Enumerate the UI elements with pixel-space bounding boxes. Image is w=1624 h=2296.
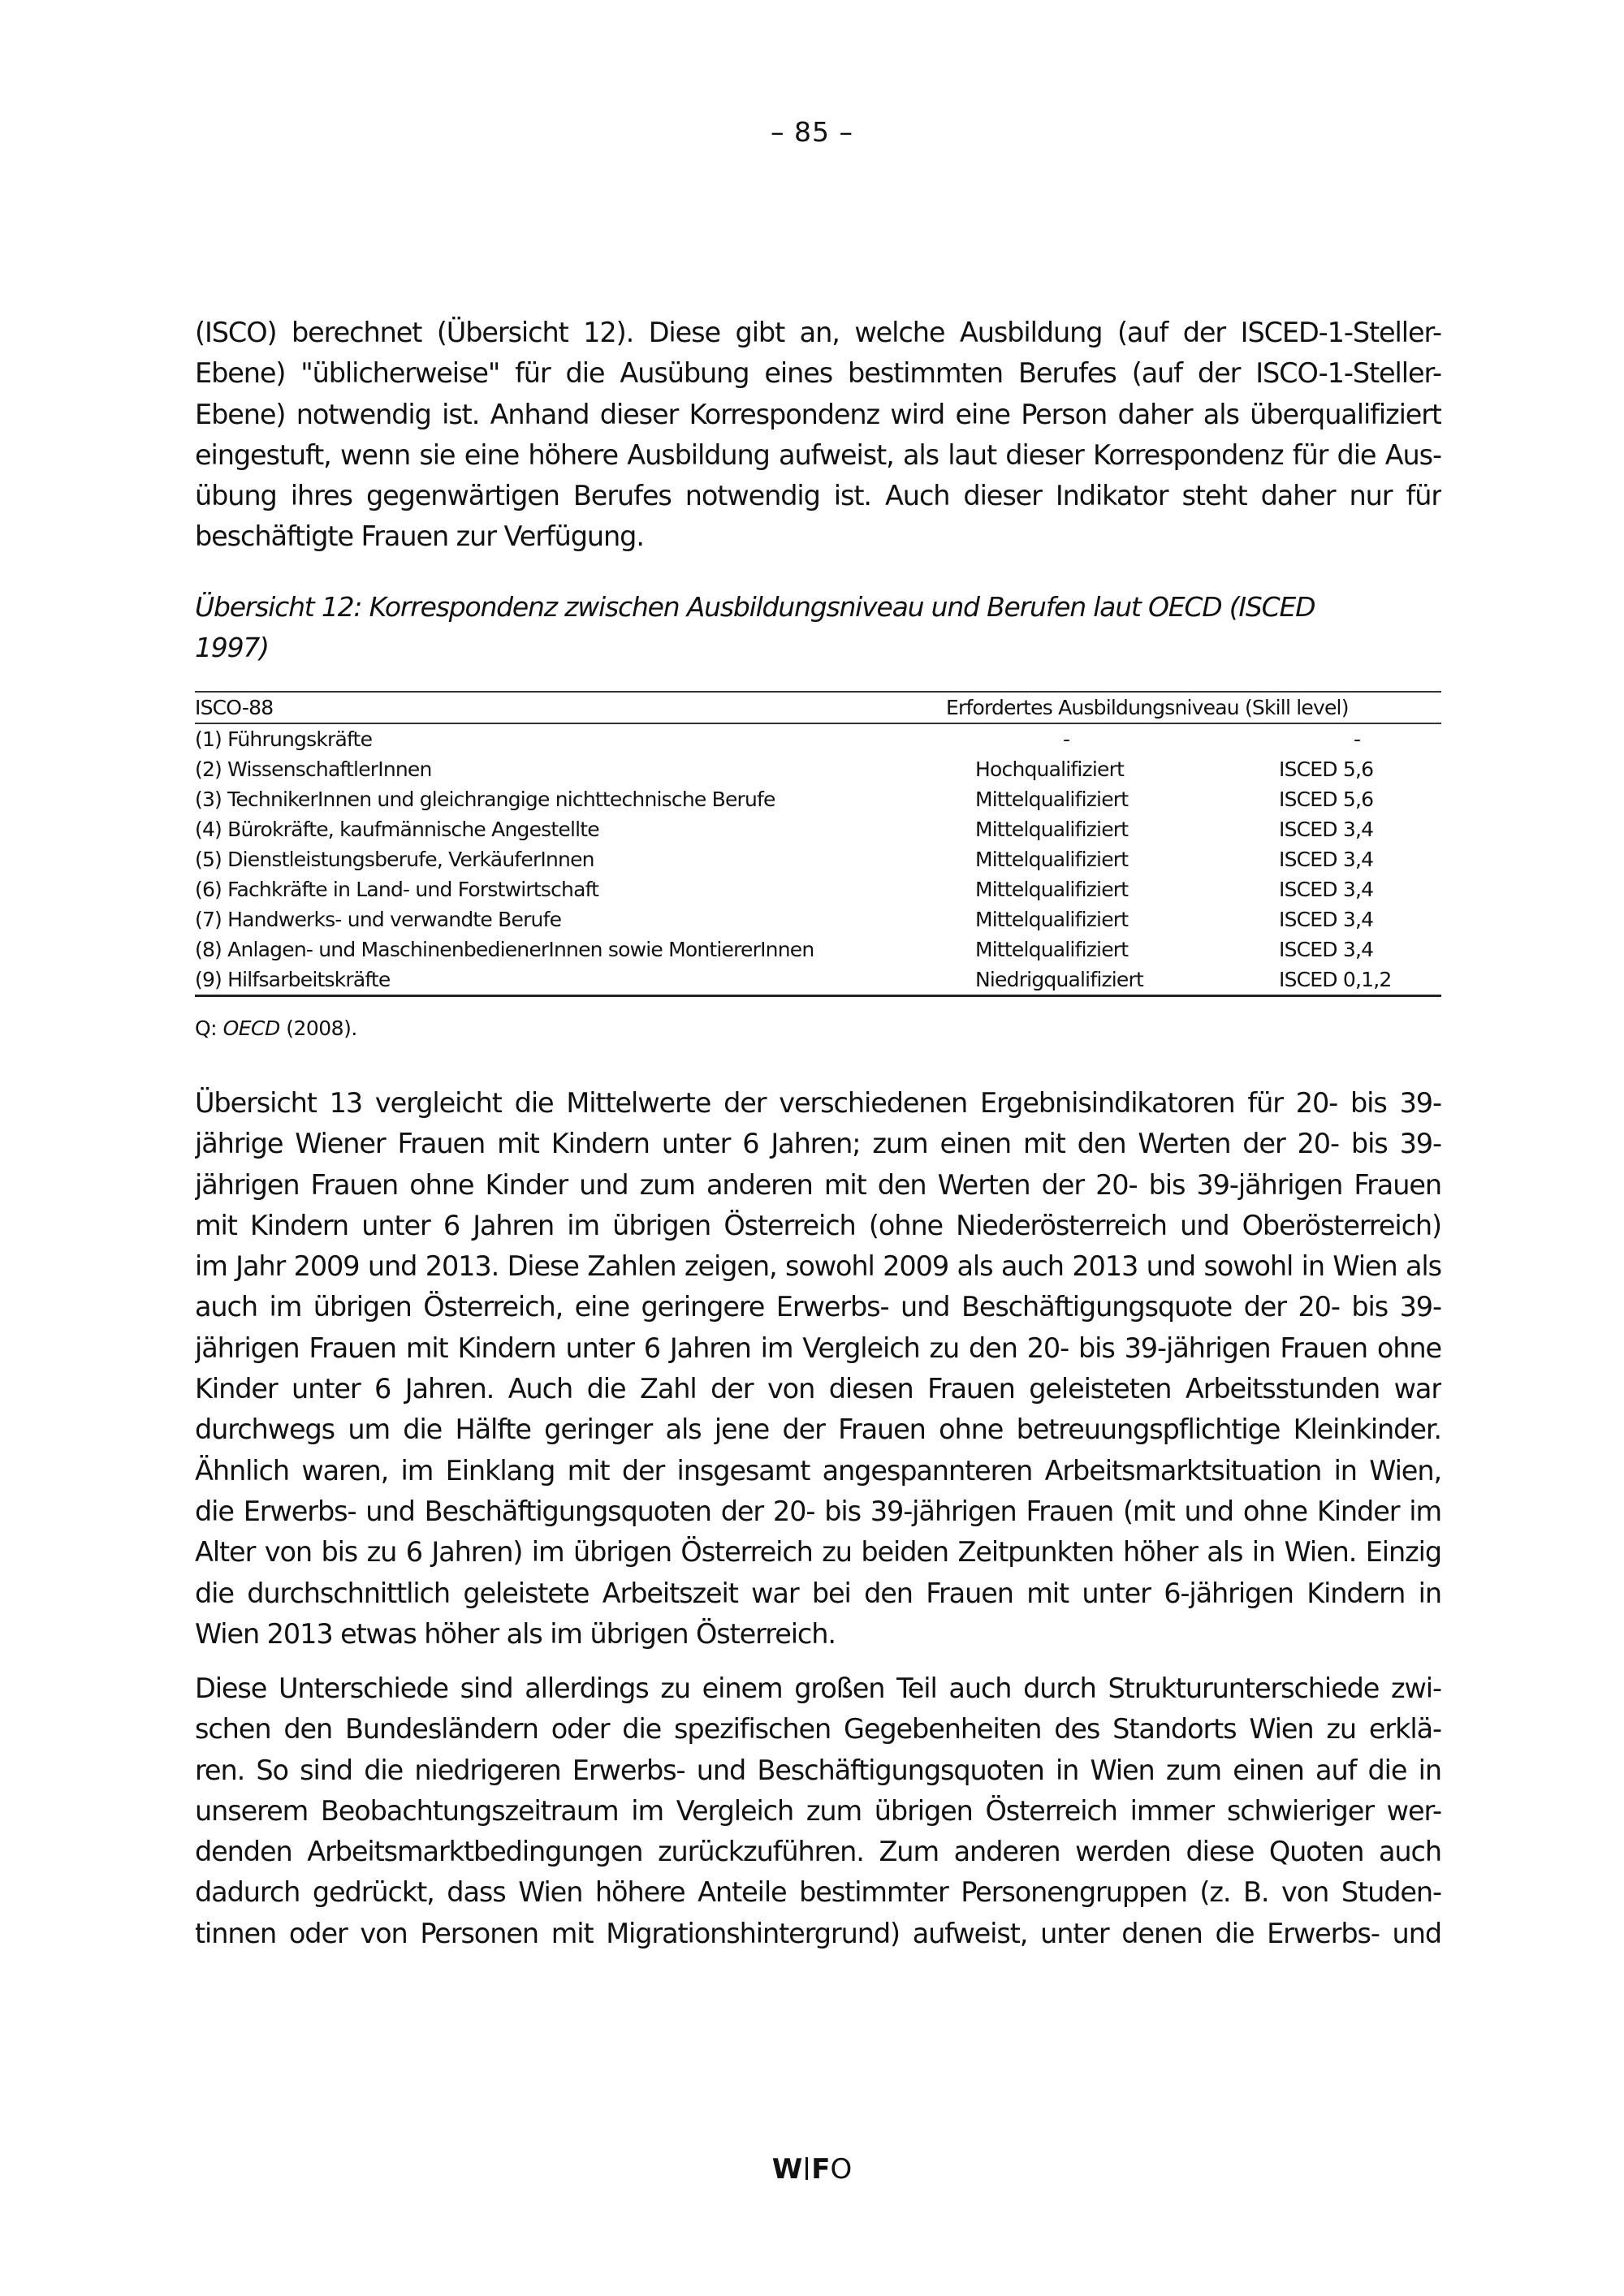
body-paragraph-2 [195,1083,1441,1655]
page-number: – 85 – [771,116,853,148]
logo-letter-w: W [771,2153,803,2186]
caption-line: Übersicht 12: Korrespondenz zwischen Ausbildungsniveau und Berufen laut OECD (ISCED [195,591,1315,623]
table-row [195,904,1441,934]
occupation-cell: (3) TechnikerInnen und gleichrangige nichttechnische Berufe [195,788,775,811]
paragraph-line: schen den Bundesländern oder die spezifischen Gegebenheiten des Standorts Wien zu erklä- [195,1713,1441,1746]
paragraph-line: im Jahr 2009 und 2013. Diese Zahlen zeigen, sowohl 2009 als auch 2013 und sowohl in Wien als [195,1250,1441,1283]
paragraph-line: auch im übrigen Österreich, eine geringere Erwerbs- und Beschäftigungsquote der 20- bis 39- [195,1291,1441,1323]
logo-letter-o: O [830,2153,853,2186]
table-row [195,874,1441,904]
occupation-cell: (2) WissenschaftlerInnen [195,757,432,781]
table-row [195,754,1441,784]
paragraph-line: Ebene) notwendig ist. Anhand dieser Korrespondenz wird eine Person daher als überqualifiziert [195,398,1441,430]
skill-level-cell: - [1063,727,1070,751]
paragraph-line: Diese Unterschiede sind allerdings zu einem großen Teil auch durch Strukturunterschiede zwi- [195,1672,1441,1704]
paragraph-line: jährigen Frauen ohne Kinder und zum anderen mit den Werten der 20- bis 39-jährigen Frauen [195,1168,1441,1201]
source-prefix: Q: [195,1016,223,1040]
isced-cell: ISCED 5,6 [1279,757,1374,781]
logo-bar [806,2157,808,2180]
paragraph-line: die Erwerbs- und Beschäftigungsquoten der 20- bis 39-jährigen Frauen (mit und ohne Kinder im [195,1495,1441,1527]
body-paragraph-3 [195,1668,1441,1954]
isced-cell: ISCED 3,4 [1279,848,1374,871]
paragraph-line: jährigen Frauen mit Kindern unter 6 Jahren im Vergleich zu den 20- bis 39-jährigen Frauen ohne [195,1331,1441,1364]
occupation-cell: (7) Handwerks- und verwandte Berufe [195,908,562,931]
table-header [195,693,1441,723]
skill-level-cell: Hochqualifiziert [975,757,1125,781]
table-body [195,724,1441,995]
paragraph-line: (ISCO) berechnet (Übersicht 12). Diese gibt an, welche Ausbildung (auf der ISCED-1-Steller- [195,317,1441,348]
paragraph-line: Wien 2013 etwas höher als im übrigen Österreich. [195,1617,836,1650]
paragraph-line: eingestuft, wenn sie eine höhere Ausbildung aufweist, als laut dieser Korrespondenz für die Aus- [195,438,1441,471]
paragraph-line: denden Arbeitsmarktbedingungen zurückzuführen. Zum anderen werden diese Quoten auch [195,1836,1441,1868]
table-row [195,965,1441,995]
skill-level-cell: Mittelqualifiziert [975,848,1129,871]
paragraph-line: die durchschnittlich geleistete Arbeitszeit war bei den Frauen mit unter 6-jährigen Kindern in [195,1577,1441,1609]
paragraph-line: Ähnlich waren, im Einklang mit der insgesamt angespannteren Arbeitsmarktsituation in Wien, [195,1454,1441,1487]
occupation-cell: (6) Fachkräfte in Land- und Forstwirtschaft [195,878,599,901]
skill-level-cell: Niedrigqualifiziert [975,968,1143,991]
occupation-cell: (1) Führungskräfte [195,727,373,751]
isced-cell: ISCED 3,4 [1279,908,1374,931]
paragraph-line: Ebene) "üblicherweise" für die Ausübung eines bestimmten Berufes (auf der ISCO-1-Steller- [195,357,1441,390]
paragraph-line: unserem Beobachtungszeitraum im Vergleich zum übrigen Österreich immer schwieriger wer- [195,1794,1441,1827]
logo-letter-f: F [811,2153,831,2186]
table-row [195,844,1441,874]
isced-cell: ISCED 3,4 [1279,818,1374,841]
paragraph-line: Übersicht 13 vergleicht die Mittelwerte der verschiedenen Ergebnisindikatoren für 20- bis 39- [195,1087,1441,1119]
paragraph-line: beschäftigte Frauen zur Verfügung. [195,520,644,553]
paragraph-line: ren. So sind die niedrigeren Erwerbs- und Beschäftigungsquoten in Wien zum einen auf die in [195,1754,1441,1786]
wifo-logo [0,2153,1624,2186]
skill-level-cell: Mittelqualifiziert [975,818,1129,841]
isced-cell: ISCED 3,4 [1279,938,1374,961]
isco-isced-table [195,691,1441,997]
skill-level-cell: Mittelqualifiziert [975,938,1129,961]
paragraph-line: Alter von bis zu 6 Jahren) im übrigen Österreich zu beiden Zeitpunkten höher als in Wien. Einzig [195,1536,1441,1569]
paragraph-line: Kinder unter 6 Jahren. Auch die Zahl der von diesen Frauen geleisteten Arbeitsstunden war [195,1373,1441,1405]
table-source [195,1016,357,1040]
isced-cell: ISCED 3,4 [1279,878,1374,901]
table-row [195,814,1441,844]
occupation-cell: (8) Anlagen- und MaschinenbedienerInnen sowie MontiererInnen [195,938,814,961]
paragraph-line: übung ihres gegenwärtigen Berufes notwendig ist. Auch dieser Indikator steht daher nur für [195,480,1441,512]
paragraph-line: durchwegs um die Hälfte geringer als jene der Frauen ohne betreuungspflichtige Kleinkinder. [195,1413,1441,1446]
body-paragraph-1 [195,313,1441,558]
skill-level-cell: Mittelqualifiziert [975,788,1129,811]
paragraph-line: jährige Wiener Frauen mit Kindern unter 6 Jahren; zum einen mit den Werten der 20- bis 39- [195,1128,1441,1160]
source-suffix: (2008). [279,1016,357,1040]
occupation-cell: (4) Bürokräfte, kaufmännische Angestellte [195,818,599,841]
source-name: OECD [222,1016,280,1040]
table-caption [195,587,1462,668]
caption-line: 1997) [195,632,269,663]
skill-level-cell: Mittelqualifiziert [975,878,1129,901]
paragraph-line: dadurch gedrückt, dass Wien höhere Anteile bestimmter Personengruppen (z. B. von Studen- [195,1876,1441,1909]
table-row [195,934,1441,965]
isced-cell: ISCED 0,1,2 [1279,968,1392,991]
table-bottom-rule [195,995,1441,997]
isced-cell: ISCED 5,6 [1279,788,1374,811]
skill-level-cell: Mittelqualifiziert [975,908,1129,931]
isced-cell: - [1354,727,1361,751]
occupation-cell: (9) Hilfsarbeitskräfte [195,968,391,991]
paragraph-line: mit Kindern unter 6 Jahren im übrigen Österreich (ohne Niederösterreich und Oberösterreich) [195,1209,1441,1241]
paragraph-line: tinnen oder von Personen mit Migrationshintergrund) aufweist, unter denen die Erwerbs- und [195,1917,1441,1949]
table-row [195,724,1441,754]
occupation-cell: (5) Dienstleistungsberufe, VerkäuferInnen [195,848,594,871]
header-isco: ISCO-88 [195,696,274,719]
table-row [195,784,1441,814]
header-skill-level: Erfordertes Ausbildungsniveau (Skill level) [946,696,1349,719]
